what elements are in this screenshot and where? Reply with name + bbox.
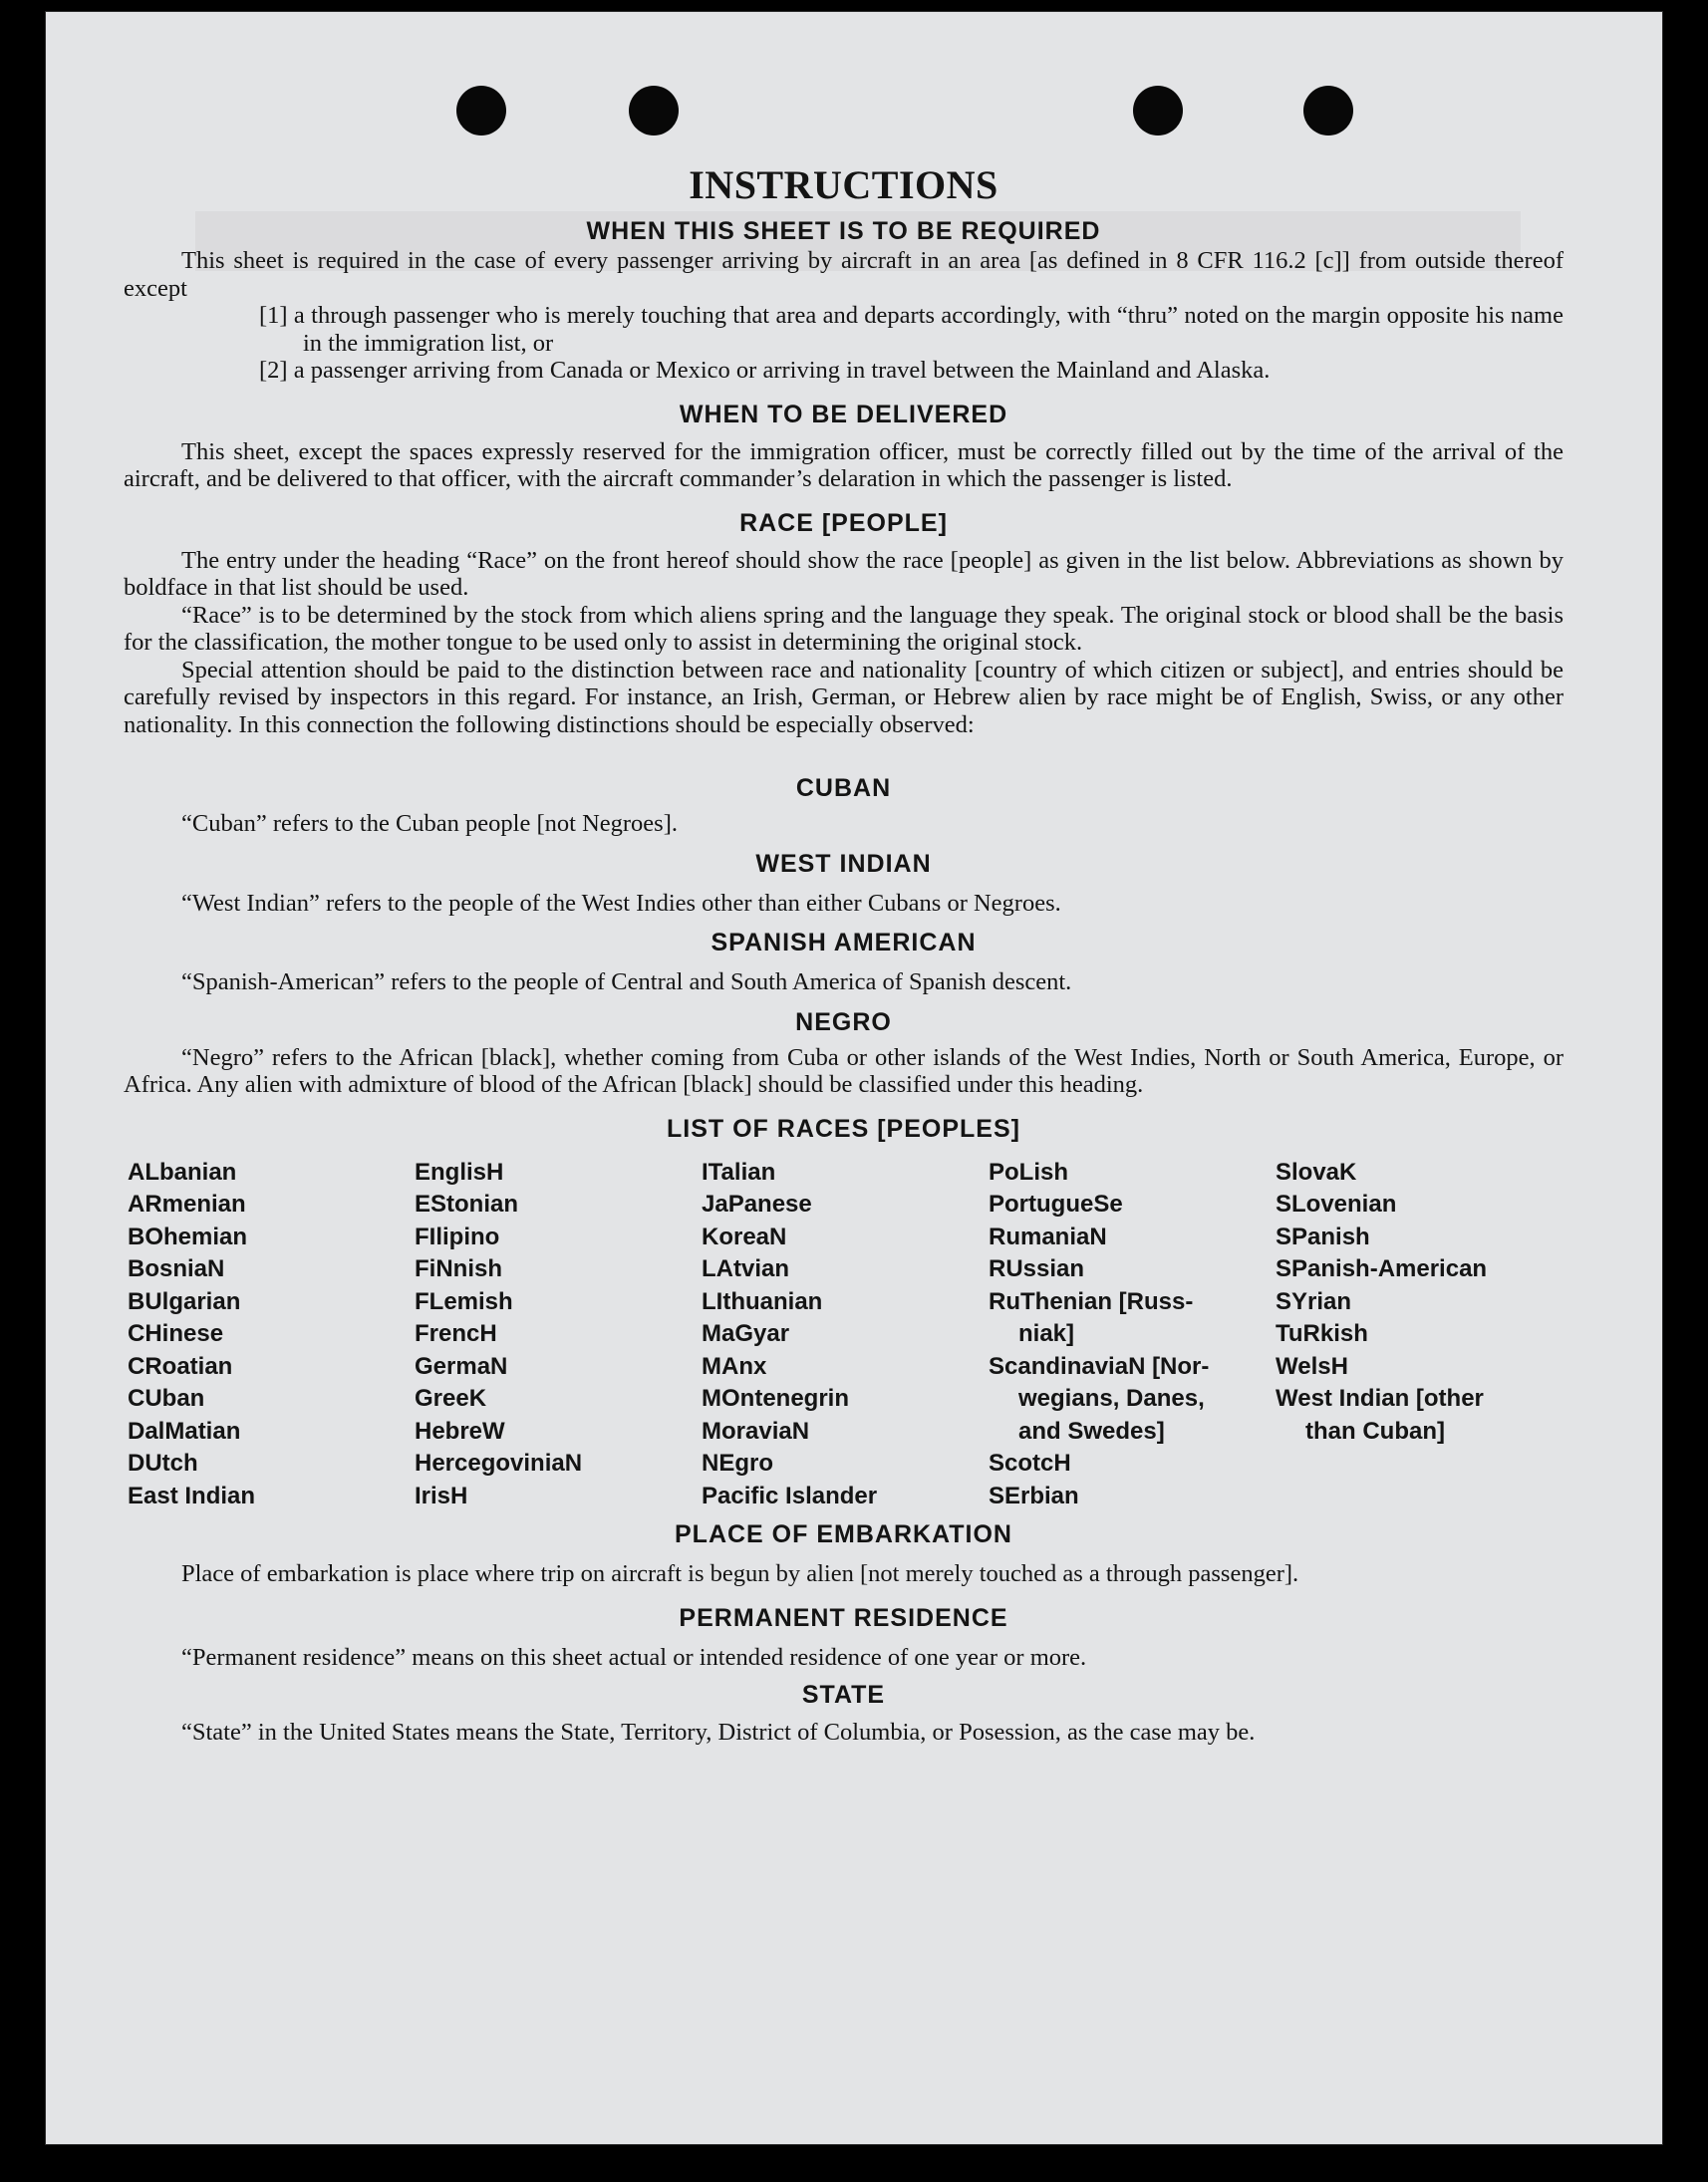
heading-permanent-residence: PERMANENT RESIDENCE xyxy=(679,1603,1008,1632)
race-entry: GermaN xyxy=(415,1352,508,1380)
race-entry: FIlipino xyxy=(415,1223,500,1250)
race-column xyxy=(415,1157,702,1513)
embarkation-text: Place of embarkation is place where trip on aircraft is begun by alien [not merely touched as a through passenger]. xyxy=(181,1560,1299,1587)
heading-cuban: CUBAN xyxy=(795,774,892,802)
when-required-intro: This sheet is required in the case of every passenger arriving by aircraft in an area [as defined in 8 CFR 116.2 [c]] from outside thereof except xyxy=(124,247,1564,302)
race-column xyxy=(128,1157,415,1513)
race-entry: RuThenian [Russ- xyxy=(989,1287,1194,1315)
exception-item-1: [1] a through passenger who is merely touching that area and departs accordingly, with “thru” noted on the margin opposite his name in the immigration list, or xyxy=(259,302,1564,357)
race-entry: SLovenian xyxy=(1276,1191,1397,1218)
race-entry: SErbian xyxy=(989,1482,1079,1509)
negro-text: “Negro” refers to the African [black], whether coming from Cuba or other islands of the West Indies, North or South America, Europe, or Africa. Any alien with admixture of blood of the African [black] should be classified under this heading. xyxy=(124,1043,1564,1098)
race-column xyxy=(702,1157,989,1513)
race-entry: FLemish xyxy=(415,1287,513,1315)
race-entry: SYrian xyxy=(1276,1287,1352,1315)
race-entry: EnglisH xyxy=(415,1158,504,1186)
race-entry: MAnx xyxy=(702,1352,767,1380)
race-entry: BOhemian xyxy=(128,1223,248,1250)
race-entry: DUtch xyxy=(128,1450,198,1477)
race-paragraph-1: The entry under the heading “Race” on the front hereof should show the race [people] as given in the list below. Abbreviations as shown by boldface in that list should be used. xyxy=(124,546,1564,601)
race-entry: WelsH xyxy=(1276,1352,1348,1380)
heading-negro: NEGRO xyxy=(795,1007,892,1036)
heading-west-indian: WEST INDIAN xyxy=(755,849,932,878)
race-entry: PoLish xyxy=(989,1158,1069,1186)
race-entry: GreeK xyxy=(415,1385,487,1412)
race-entry: HebreW xyxy=(415,1417,505,1445)
race-entry: CRoatian xyxy=(128,1352,233,1380)
heading-when-required: WHEN THIS SHEET IS TO BE REQUIRED xyxy=(586,217,1101,245)
race-entry-continued: niak] xyxy=(1018,1320,1075,1347)
race-entry: ScandinaviaN [Nor- xyxy=(989,1352,1210,1380)
race-column xyxy=(1276,1157,1565,1513)
race-entry: SPanish-American xyxy=(1276,1255,1488,1282)
punch-hole xyxy=(1133,86,1183,136)
heading-when-delivered: WHEN TO BE DELIVERED xyxy=(679,400,1008,428)
race-entry: ARmenian xyxy=(128,1191,246,1218)
race-column xyxy=(989,1157,1276,1513)
race-entry: CUban xyxy=(128,1385,205,1412)
race-paragraph-2: “Race” is to be determined by the stock from which aliens spring and the language they speak. The original stock or blood shall be the basis for the classification, the mother tongue to be used only to assist in determining the original stock. xyxy=(124,601,1564,656)
race-entry-continued: than Cuban] xyxy=(1305,1417,1445,1445)
spanish-american-text: “Spanish-American” refers to the people of Central and South America of Spanish descent. xyxy=(181,968,1072,995)
heading-spanish-american: SPANISH AMERICAN xyxy=(711,929,977,956)
race-entry: EStonian xyxy=(415,1191,519,1218)
permanent-residence-text: “Permanent residence” means on this sheet actual or intended residence of one year or more. xyxy=(181,1643,1087,1671)
heading-list-of-races: LIST OF RACES [PEOPLES] xyxy=(667,1114,1020,1143)
heading-embarkation: PLACE OF EMBARKATION xyxy=(675,1520,1012,1548)
race-entry: ScotcH xyxy=(989,1450,1071,1477)
state-text: “State” in the United States means the State, Territory, District of Columbia, or Posession, as the case may be. xyxy=(181,1719,1256,1746)
race-entry: FrencH xyxy=(415,1320,497,1347)
race-entry: IrisH xyxy=(415,1482,468,1509)
west-indian-text: “West Indian” refers to the people of the West Indies other than either Cubans or Negroes. xyxy=(181,889,1061,917)
punch-hole xyxy=(629,86,679,136)
race-list xyxy=(128,1157,1564,1513)
race-entry: MOntenegrin xyxy=(702,1385,849,1412)
punch-hole xyxy=(1303,86,1353,136)
race-entry: RumaniaN xyxy=(989,1223,1107,1250)
punch-hole xyxy=(456,86,506,136)
race-entry: NEgro xyxy=(702,1450,773,1477)
race-entry: DalMatian xyxy=(128,1417,241,1445)
race-entry: Pacific Islander xyxy=(702,1482,878,1509)
race-entry: LIthuanian xyxy=(702,1287,823,1315)
heading-race: RACE [PEOPLE] xyxy=(739,508,948,537)
race-entry: West Indian [other xyxy=(1276,1385,1484,1412)
race-entry: MaGyar xyxy=(702,1320,790,1347)
race-entry: FiNnish xyxy=(415,1255,502,1282)
race-paragraph-3: Special attention should be paid to the distinction between race and nationality [country of which citizen or subject], and entries should be carefully revised by inspectors in this regard. For instance, an Irish, German, or Hebrew alien by race might be of English, Swiss, or any other nationality. In this connection the following distinctions should be especially observed: xyxy=(124,656,1564,738)
race-entry: ALbanian xyxy=(128,1158,237,1186)
race-entry: HercegoviniaN xyxy=(415,1450,583,1477)
race-entry: PortugueSe xyxy=(989,1191,1123,1218)
race-entry: JaPanese xyxy=(702,1191,812,1218)
race-entry: East Indian xyxy=(128,1482,256,1509)
exception-list xyxy=(124,302,1564,385)
race-entry: ITalian xyxy=(702,1158,776,1186)
exception-item-2: [2] a passenger arriving from Canada or Mexico or arriving in travel between the Mainland and Alaska. xyxy=(259,357,1271,384)
heading-state: STATE xyxy=(801,1681,886,1709)
race-entry: MoraviaN xyxy=(702,1417,810,1445)
race-entry: SPanish xyxy=(1276,1223,1370,1250)
race-entry: KoreaN xyxy=(702,1223,787,1250)
cuban-text: “Cuban” refers to the Cuban people [not Negroes]. xyxy=(181,810,678,837)
instructions-body xyxy=(124,161,1564,1747)
race-entry: LAtvian xyxy=(702,1255,790,1282)
race-entry: RUssian xyxy=(989,1255,1085,1282)
race-entry: CHinese xyxy=(128,1320,224,1347)
race-entry: TuRkish xyxy=(1276,1320,1368,1347)
page-title: INSTRUCTIONS xyxy=(689,162,998,207)
race-entry: BosniaN xyxy=(128,1255,225,1282)
race-entry: SlovaK xyxy=(1276,1158,1357,1186)
race-entry-continued: wegians, Danes, xyxy=(1018,1385,1205,1412)
when-delivered-text: This sheet, except the spaces expressly reserved for the immigration officer, must be correctly filled out by the time of the arrival of the aircraft, and be delivered to that officer, with the aircraft commander’s delaration in which the passenger is listed. xyxy=(124,437,1564,492)
race-entry-continued: and Swedes] xyxy=(1018,1417,1165,1445)
race-entry: BUlgarian xyxy=(128,1287,241,1315)
